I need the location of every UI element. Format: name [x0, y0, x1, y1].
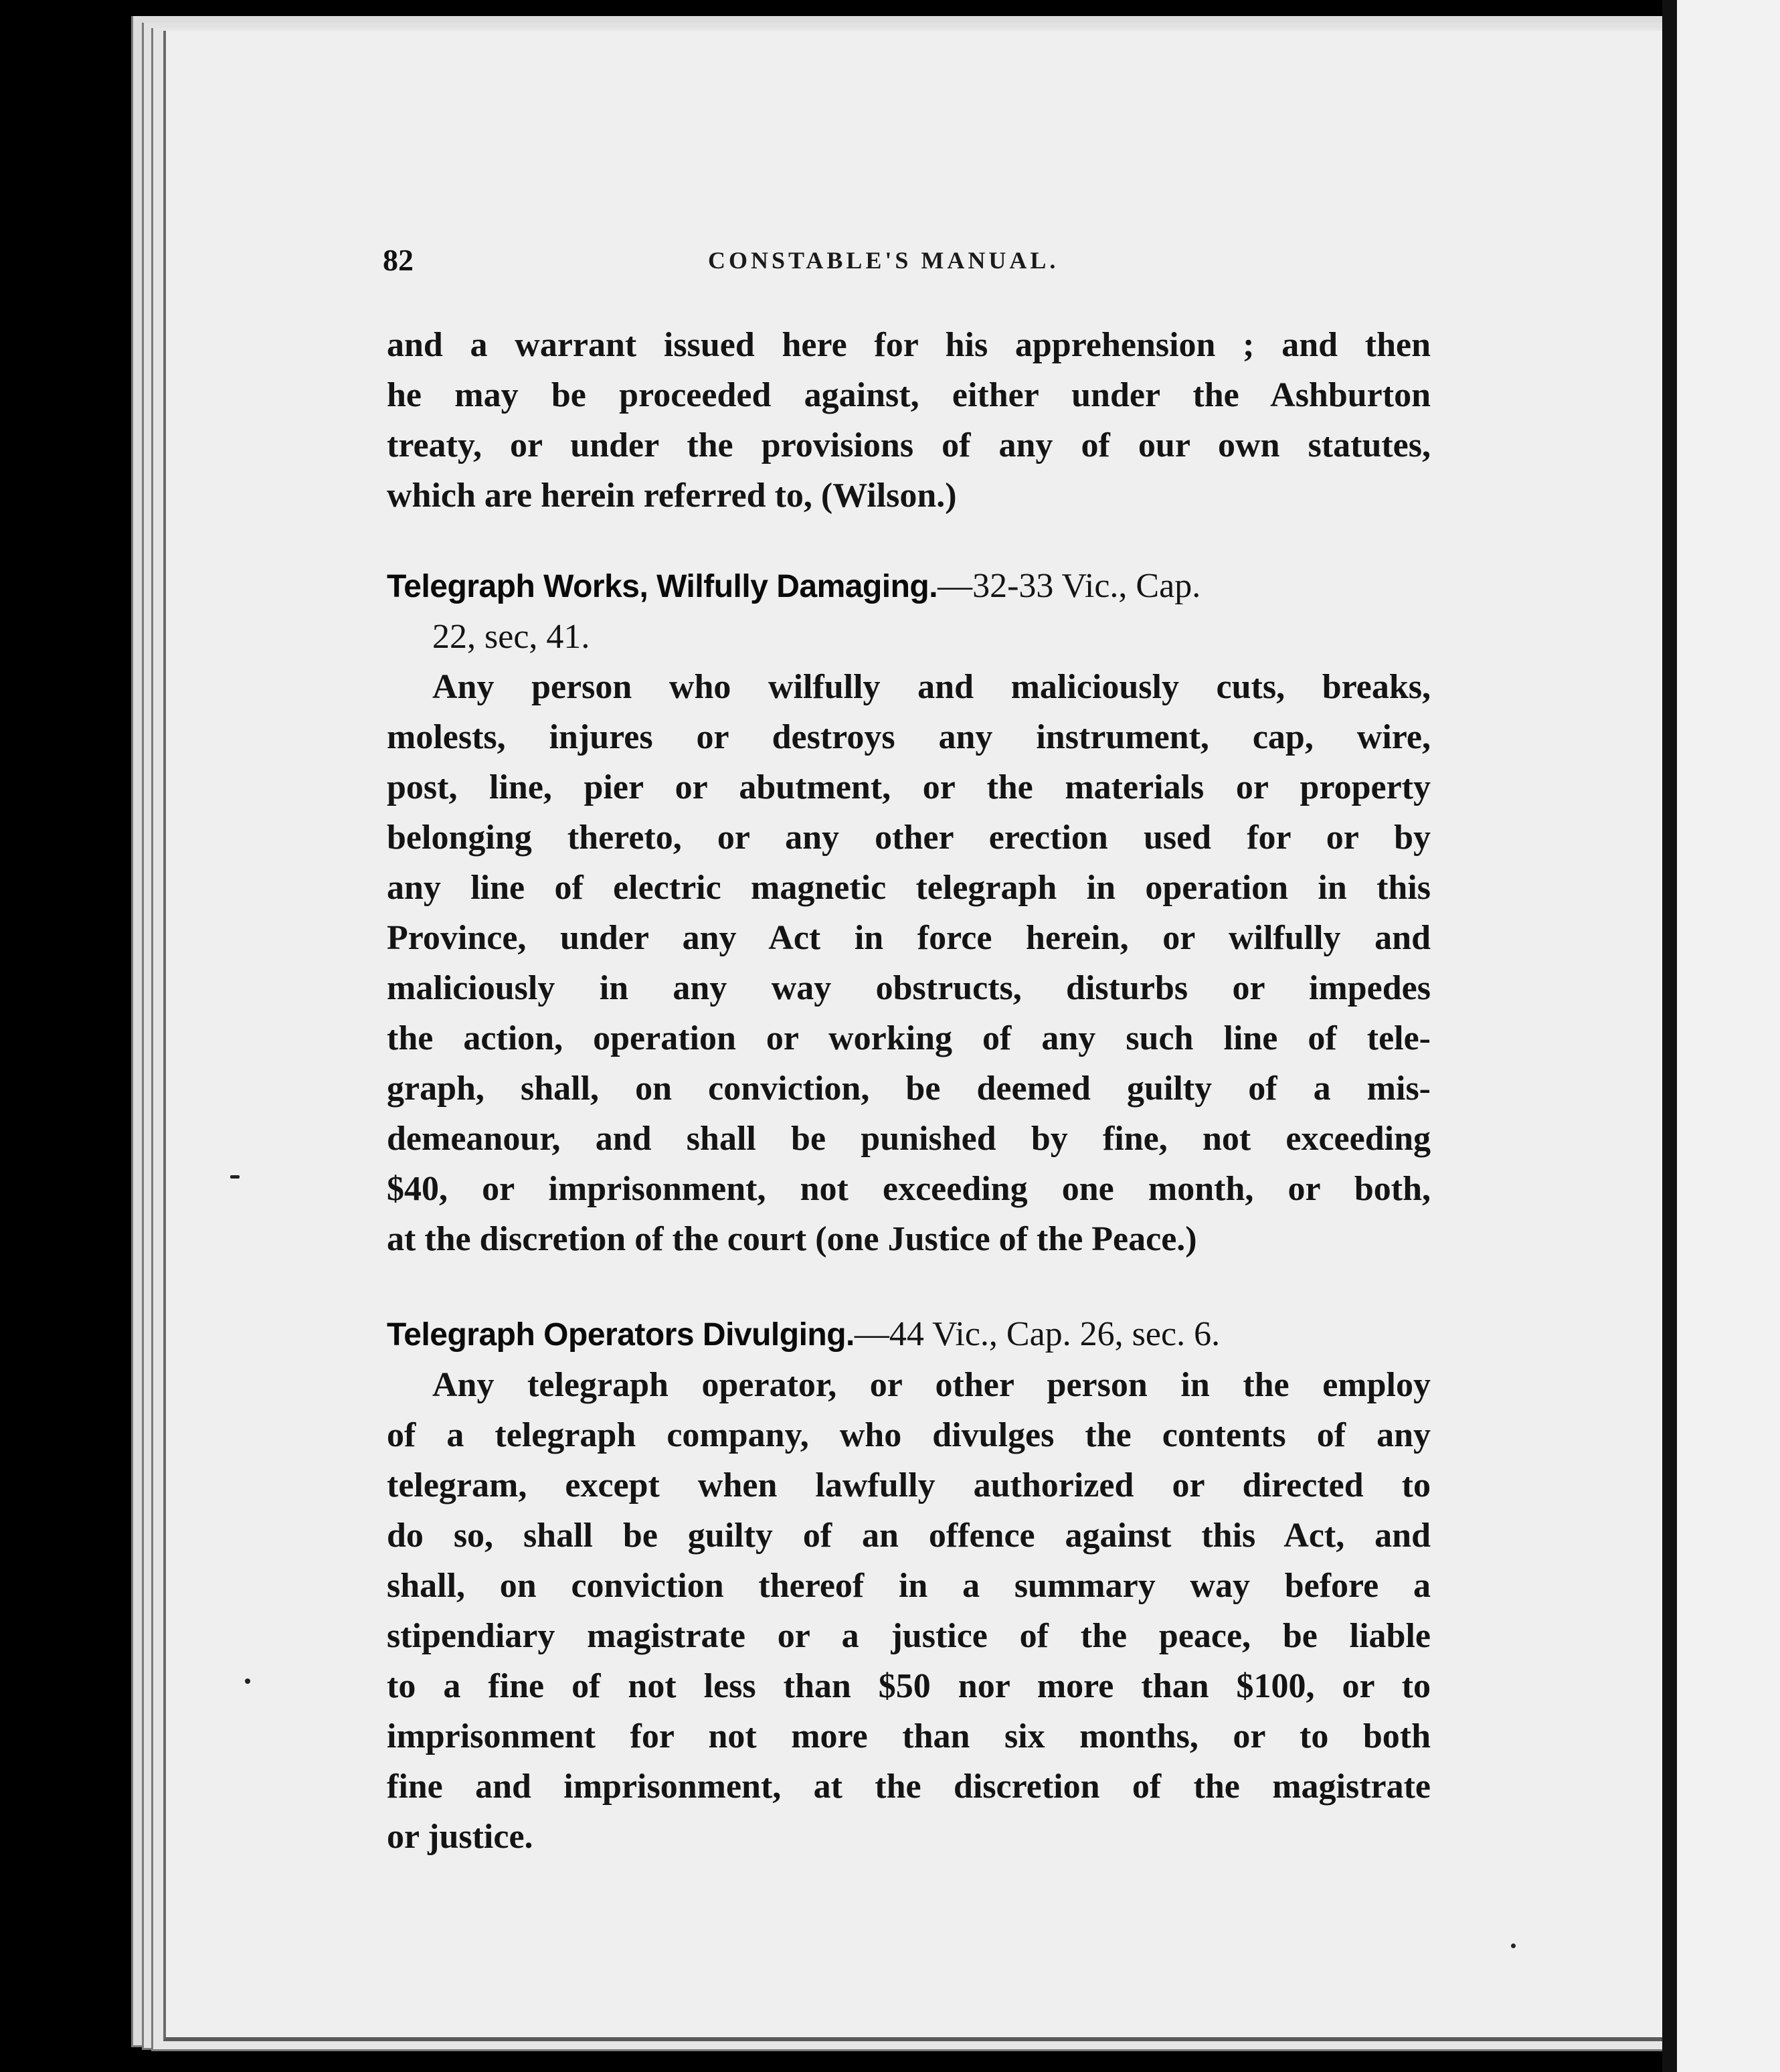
- text-line: demeanour, and shall be punished by fine, not exceeding: [387, 1120, 1431, 1158]
- section-telegraph-works: [387, 561, 1431, 1264]
- text-line: molests, injures or destroys any instrument, cap, wire,: [387, 718, 1431, 756]
- running-head: [383, 242, 1440, 282]
- text-line: to a fine of not less than $50 nor more than $100, or to: [387, 1667, 1431, 1705]
- section-heading: Telegraph Operators Divulging.: [387, 1317, 855, 1353]
- text-line: telegram, except when lawfully authorized or directed to: [387, 1466, 1431, 1504]
- intro-paragraph: [387, 320, 1431, 521]
- print-speck: [1511, 1944, 1516, 1948]
- text-line: he may be proceeded against, either under the Ashburton: [387, 376, 1431, 414]
- text-line: at the discretion of the court (one Justice of the Peace.): [387, 1220, 1197, 1258]
- section-citation: —44 Vic., Cap. 26, sec. 6.: [854, 1315, 1221, 1353]
- text-line: $40, or imprisonment, not exceeding one month, or both,: [387, 1170, 1431, 1208]
- text-line: imprisonment for not more than six months, or to both: [387, 1717, 1431, 1755]
- text-line: Province, under any Act in force herein, or wilfully and: [387, 919, 1431, 957]
- text-line: the action, operation or working of any such line of tele-: [387, 1019, 1431, 1057]
- print-speck: [230, 1175, 240, 1179]
- gutter-shadow: [1662, 0, 1677, 2072]
- text-line: Any telegraph operator, or other person in the employ: [432, 1366, 1431, 1404]
- text-line: graph, shall, on conviction, be deemed guilty of a mis-: [387, 1069, 1431, 1108]
- text-line: Any person who wilfully and maliciously cuts, breaks,: [432, 668, 1431, 706]
- text-line: shall, on conviction thereof in a summary way before a: [387, 1567, 1431, 1605]
- text-line: fine and imprisonment, at the discretion of the magistrate: [387, 1767, 1431, 1806]
- section-heading-line: [387, 1309, 1431, 1360]
- text-line: do so, shall be guilty of an offence against this Act, and: [387, 1517, 1431, 1555]
- text-line: of a telegraph company, who divulges the contents of any: [387, 1416, 1431, 1454]
- section-telegraph-operators: [387, 1309, 1431, 1862]
- facing-page-edge: [1677, 0, 1780, 2072]
- text-line: or justice.: [387, 1818, 533, 1856]
- running-head-title: CONSTABLE'S MANUAL.: [708, 247, 1059, 274]
- section-heading-line: [387, 561, 1431, 612]
- section-citation: —32-33 Vic., Cap.: [938, 567, 1201, 605]
- text-line: and a warrant issued here for his apprehension ; and then: [387, 326, 1431, 364]
- text-line: belonging thereto, or any other erection used for or by: [387, 818, 1431, 857]
- section-citation-continued: 22, sec, 41.: [432, 618, 590, 656]
- text-line: which are herein referred to, (Wilson.): [387, 477, 957, 515]
- text-line: treaty, or under the provisions of any of our own statutes,: [387, 426, 1431, 464]
- text-line: post, line, pier or abutment, or the materials or property: [387, 768, 1431, 806]
- text-line: any line of electric magnetic telegraph in operation in this: [387, 869, 1431, 907]
- section-heading: Telegraph Works, Wilfully Damaging.: [387, 569, 938, 604]
- page-number: 82: [383, 243, 414, 277]
- text-line: maliciously in any way obstructs, disturbs or impedes: [387, 969, 1431, 1007]
- print-speck: [245, 1678, 250, 1684]
- text-line: stipendiary magistrate or a justice of the peace, be liable: [387, 1617, 1431, 1655]
